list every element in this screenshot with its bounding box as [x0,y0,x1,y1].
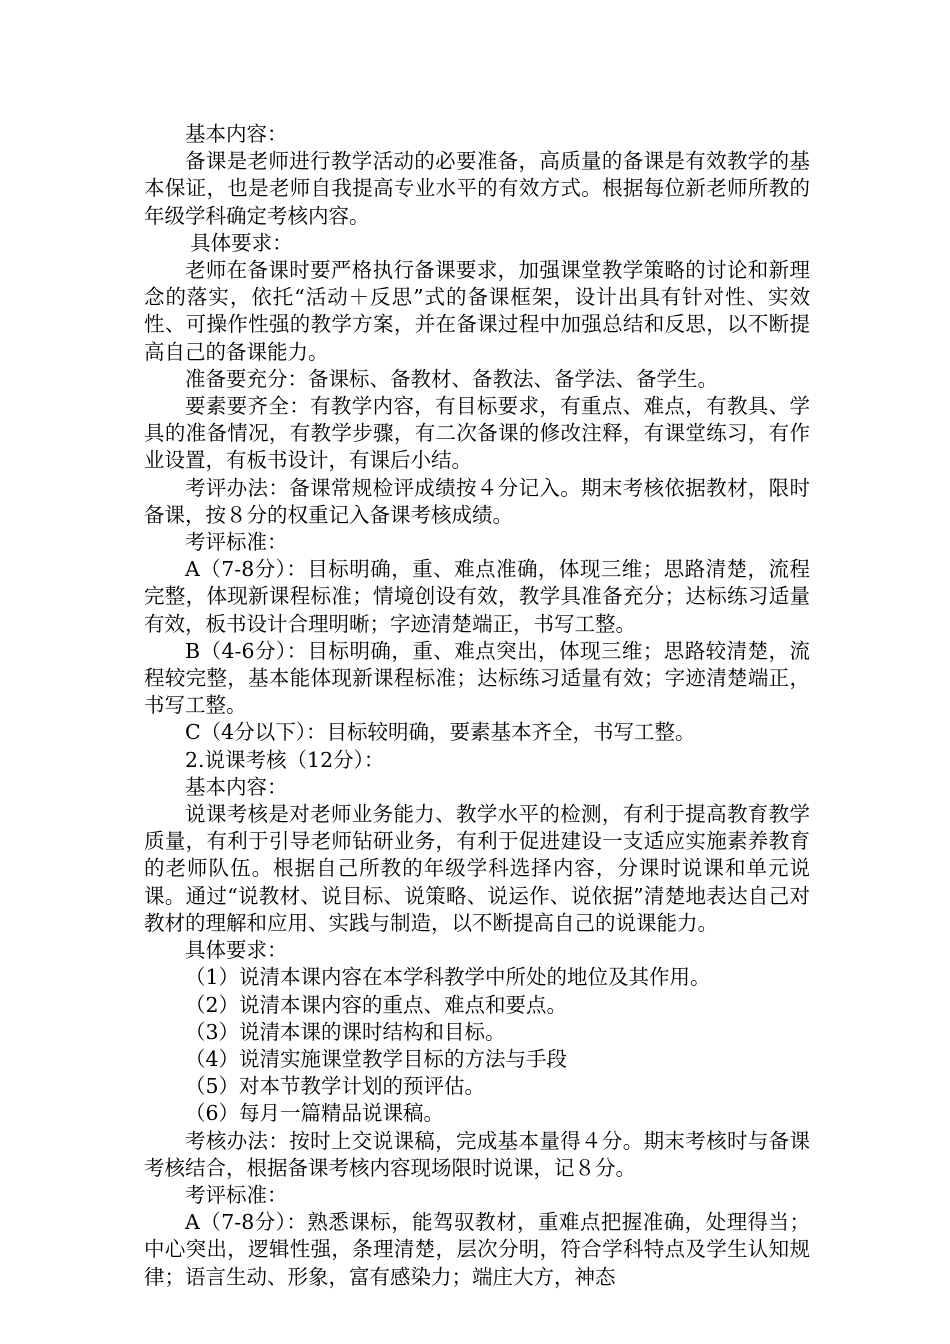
document-body [144,121,810,1291]
section-heading-lecture-assessment: 2.说课考核（12分）： [185,747,385,772]
heading-specific-requirements-1: 具体要求： [190,230,293,255]
paragraph-grade-a-1: A（7-8分）：目标明确，重、难点准确，体现三维；思路清楚，流程完整，体现新课程标准；情境创设有效，教学具准备充分；达标练习适量有效，板书设计合理明晰；字迹清楚端正，书写工整。 [144,557,810,636]
heading-basic-content-2: 基本内容： [185,774,288,799]
list-item-requirement-1: （1）说清本课内容在本学科教学中所处的地位及其作用。 [185,965,711,990]
list-item-requirement-6: （6）每月一篇精品说课稿。 [185,1101,445,1126]
list-item-requirement-5: （5）对本节教学计划的预评估。 [185,1074,486,1099]
heading-evaluation-criteria-1: 考评标准： [185,530,288,555]
paragraph-grade-b-1: B（4-6分）：目标明确，重、难点突出，体现三维；思路较清楚，流程较完整，基本能体现新课程标准；达标练习适量有效；字迹清楚端正，书写工整。 [144,638,810,718]
paragraph-grade-a-2: A（7-8分）：熟悉课标，能驾驭教材，重难点把握准确，处理得当；中心突出，逻辑性强，条理清楚，层次分明，符合学科特点及学生认知规律；语言生动、形象，富有感染力；端庄大方，神态 [144,1210,810,1289]
list-item-requirement-2: （2）说清本课内容的重点、难点和要点。 [185,992,568,1017]
heading-evaluation-criteria-2: 考评标准： [185,1182,288,1207]
paragraph-lesson-prep-requirements: 老师在备课时要严格执行备课要求，加强课堂教学策略的讨论和新理念的落实，依托“活动＋反思”式的备课框架，设计出具有针对性、实效性、可操作性强的教学方案，并在备课过程中加强总结和反思，以不断提高自己的备课能力。 [144,258,810,364]
paragraph-evaluation-method-2: 考核办法：按时上交说课稿，完成基本量得４分。期末考核时与备课考核结合，根据备课考核内容现场限时说课，记８分。 [144,1128,810,1180]
list-item-requirement-3: （3）说清本课的课时结构和目标。 [185,1019,506,1044]
paragraph-evaluation-method-1: 考评办法：备课常规检评成绩按４分记入。期末考核依据教材，限时备课，按８分的权重记入备课考核成绩。 [144,475,810,527]
paragraph-lecture-intro: 说课考核是对老师业务能力、教学水平的检测，有利于提高教育教学质量，有利于引导老师钻研业务，有利于促进建设一支适应实施素养教育的老师队伍。根据自己所教的年级学科选择内容，分课时说课和单元说课。通过“说教材、说目标、说策略、说运作、说依据”清楚地表达自己对教材的理解和应用、实践与制造，以不断提高自己的说课能力。 [144,802,810,935]
heading-basic-content-1: 基本内容： [185,122,288,146]
paragraph-elements: 要素要齐全：有教学内容，有目标要求，有重点、难点，有教具、学具的准备情况，有教学步骤，有二次备课的修改注释，有课堂练习，有作业设置，有板书设计，有课后小结。 [144,394,810,473]
paragraph-grade-c-1: C（4分以下）：目标较明确，要素基本齐全，书写工整。 [185,720,696,745]
paragraph-lesson-prep-intro: 备课是老师进行教学活动的必要准备，高质量的备课是有效教学的基本保证，也是老师自我提高专业水平的有效方式。根据每位新老师所教的年级学科确定考核内容。 [144,149,810,228]
list-item-requirement-4: （4）说清实施课堂教学目标的方法与手段 [185,1046,568,1071]
paragraph-preparation: 准备要充分：备课标、备教材、备教法、备学法、备学生。 [185,366,718,391]
heading-specific-requirements-2: 具体要求： [185,938,288,963]
